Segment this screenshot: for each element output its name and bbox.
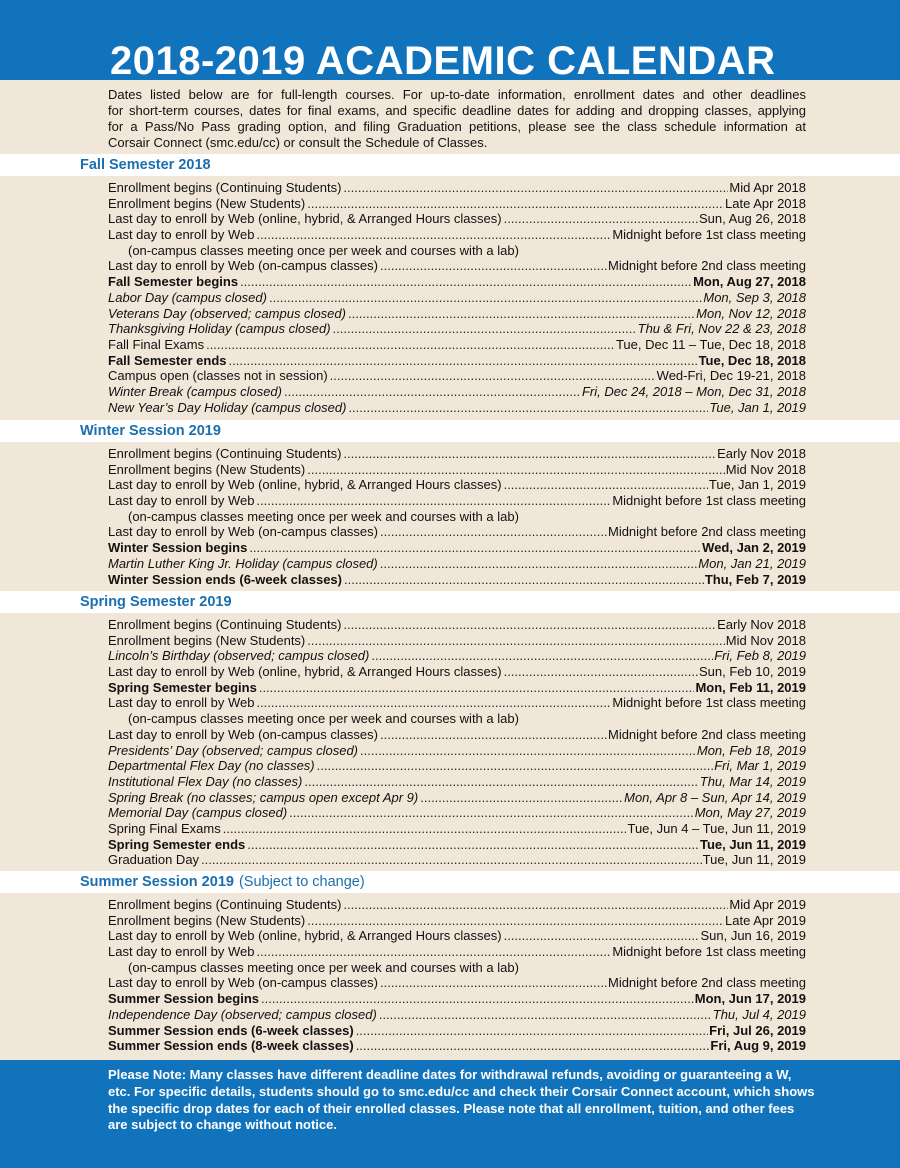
event-label: Graduation Day [108,852,200,868]
calendar-row [108,790,806,806]
event-date: Midnight before 2nd class meeting [607,258,806,274]
calendar-row [108,258,806,274]
event-label: Enrollment begins (New Students) [108,195,306,211]
calendar-row [108,1038,806,1054]
section-heading-note: (Subject to change) [238,874,365,890]
event-date: Midnight before 1st class meeting [612,944,806,960]
dot-leader [380,556,698,572]
intro-line: for short-term courses, dates for final exams, and specific deadline dates for adding and dropping classes, applying [108,103,806,118]
dot-leader [229,353,698,369]
event-label: Enrollment begins (Continuing Students) [108,897,342,912]
event-date: Wed-Fri, Dec 19-21, 2018 [656,368,806,384]
section-heading-text: Winter Session 2019 [80,423,221,439]
event-label: Enrollment begins (New Students) [108,632,306,648]
event-date: Mid Apr 2019 [729,897,806,912]
calendar-row [108,446,806,462]
event-date: Fri, Dec 24, 2018 – Mon, Dec 31, 2018 [581,383,806,399]
event-date: Sun, Aug 26, 2018 [699,211,806,227]
notice-text [108,1067,815,1134]
dot-leader [504,477,708,493]
calendar-row [108,321,806,337]
dot-leader [307,633,725,649]
event-date: Fri, Jul 26, 2019 [709,1022,806,1038]
event-date: Mon, Jun 17, 2019 [694,991,806,1007]
event-date: Tue, Dec 18, 2018 [698,352,806,368]
event-date: Thu, Jul 4, 2019 [712,1006,806,1022]
calendar-row [108,572,806,588]
event-label: Labor Day (campus closed) [108,289,267,305]
calendar-row [108,400,806,416]
event-date: Midnight before 2nd class meeting [607,524,806,540]
event-label: Lincoln’s Birthday (observed; campus closed) [108,648,370,664]
event-label: Summer Session ends (8-week classes) [108,1038,354,1054]
calendar-row [128,960,806,976]
intro-paragraph [108,87,806,151]
calendar-row [108,695,806,711]
dot-leader [348,306,695,322]
calendar-row [108,306,806,322]
calendar-row [108,477,806,493]
section-heading-text: Spring Semester 2019 [80,594,232,610]
calendar-row [108,353,806,369]
calendar-row [108,368,806,384]
event-date: Mon, Feb 18, 2019 [696,742,806,758]
event-date: Midnight before 1st class meeting [612,493,806,509]
calendar-row [108,913,806,929]
event-date: Early Nov 2018 [717,617,806,632]
dot-leader [380,258,607,274]
event-label: (on-campus classes meeting once per week and courses with a lab) [128,242,519,258]
event-date: Mid Nov 2018 [725,632,806,648]
notice-banner [0,1060,900,1168]
dot-leader [259,680,695,696]
dot-leader [333,321,637,337]
dot-leader [360,743,696,759]
event-label: Last day to enroll by Web (on-campus classes) [108,524,378,540]
dot-leader [380,524,607,540]
event-label: Institutional Flex Day (no classes) [108,773,303,789]
event-date: Midnight before 1st class meeting [612,695,806,711]
calendar-row [108,462,806,478]
calendar-row [108,680,806,696]
event-label: Last day to enroll by Web [108,695,255,711]
event-label: Fall Semester begins [108,274,239,290]
intro-line: Corsair Connect (smc.edu/cc) or consult the Schedule of Classes. [108,135,488,150]
event-label: Spring Semester begins [108,679,257,695]
event-label: Winter Break (campus closed) [108,383,282,399]
event-date: Tue, Jun 4 – Tue, Jun 11, 2019 [627,820,806,836]
dot-leader [504,664,698,680]
event-label: Thanksgiving Holiday (campus closed) [108,321,331,337]
section-heading-text: Fall Semester 2018 [80,157,211,173]
calendar-row [108,648,806,664]
calendar-section [0,591,900,868]
event-label: Summer Session ends (6-week classes) [108,1022,354,1038]
calendar-row [108,227,806,243]
dot-leader [380,975,607,991]
event-label: Last day to enroll by Web (online, hybrid, & Arranged Hours classes) [108,211,502,227]
event-label: Martin Luther King Jr. Holiday (campus closed) [108,555,378,571]
calendar-row [108,1007,806,1023]
calendar-row [108,975,806,991]
calendar-row [108,991,806,1007]
event-date: Thu, Mar 14, 2019 [699,773,806,789]
calendar-row [108,758,806,774]
dot-leader [256,944,611,960]
dot-leader [240,274,692,290]
calendar-row [108,384,806,400]
dot-leader [343,617,716,633]
calendar-row [128,509,806,525]
calendar-row [108,556,806,572]
calendar-section [0,871,900,1054]
event-date: Mon, Aug 27, 2018 [693,274,806,290]
calendar-row [108,180,806,196]
dot-leader [343,897,728,913]
event-label: Last day to enroll by Web (on-campus classes) [108,726,378,742]
event-label: Enrollment begins (New Students) [108,461,306,477]
event-label: Enrollment begins (New Students) [108,912,306,928]
event-label: Last day to enroll by Web [108,227,255,243]
event-date: Late Apr 2018 [725,195,806,211]
event-label: Departmental Flex Day (no classes) [108,758,315,774]
event-date: Fri, Mar 1, 2019 [714,758,806,774]
event-date: Midnight before 2nd class meeting [607,975,806,991]
event-label: Presidents’ Day (observed; campus closed) [108,742,359,758]
calendar-row [108,211,806,227]
intro-line: Dates listed below are for full-length courses. For up-to-date information, enrollment dates and other deadlines [108,87,806,102]
event-date: Thu, Feb 7, 2019 [704,571,806,587]
event-label: Spring Semester ends [108,836,246,852]
dot-leader [380,727,607,743]
dot-leader [223,821,627,837]
dot-leader [307,196,724,212]
dot-leader [343,446,716,462]
event-date: Sun, Feb 10, 2019 [699,664,806,680]
calendar-row [108,837,806,853]
dot-leader [247,837,699,853]
event-label: Winter Session begins [108,540,248,556]
dot-leader [348,400,708,416]
event-date: Fri, Aug 9, 2019 [710,1038,806,1054]
dot-leader [356,1023,708,1039]
dot-leader [504,928,700,944]
event-label: Last day to enroll by Web (online, hybrid, & Arranged Hours classes) [108,664,502,680]
event-label: Last day to enroll by Web [108,944,255,960]
calendar-row [108,743,806,759]
calendar-row [108,540,806,556]
event-label: Enrollment begins (Continuing Students) [108,446,342,461]
dot-leader [261,991,694,1007]
event-date: Thu & Fri, Nov 22 & 23, 2018 [637,321,806,337]
calendar-section [0,420,900,587]
dot-leader [420,790,623,806]
calendar-row [108,805,806,821]
notice-line: the specific drop dates for each of their enrolled classes. Please note that all enrollment, tuition, and other fees [108,1100,795,1116]
page-title: 2018-2019 ACADEMIC CALENDAR [110,39,776,83]
event-label: Last day to enroll by Web (on-campus classes) [108,258,378,274]
dot-leader [206,337,615,353]
section-heading [0,420,900,442]
dot-leader [307,913,724,929]
event-label: Fall Final Exams [108,336,205,352]
dot-leader [256,227,611,243]
event-date: Mid Apr 2018 [729,180,806,195]
event-label: (on-campus classes meeting once per week and courses with a lab) [128,959,519,975]
event-label: Last day to enroll by Web (online, hybrid, & Arranged Hours classes) [108,928,502,944]
calendar-row [108,633,806,649]
event-label: New Year’s Day Holiday (campus closed) [108,399,347,415]
event-date: Mon, May 27, 2019 [694,805,806,821]
calendar-row [108,852,806,868]
event-label: Spring Break (no classes; campus open except Apr 9) [108,789,419,805]
dot-leader [256,493,611,509]
notice-line: are subject to change without notice. [108,1117,337,1133]
calendar-row [108,774,806,790]
event-label: Spring Final Exams [108,820,221,836]
event-date: Tue, Jan 1, 2019 [709,399,806,415]
calendar-row [108,274,806,290]
event-date: Wed, Jan 2, 2019 [702,540,806,556]
event-date: Fri, Feb 8, 2019 [714,648,806,664]
dot-leader [256,695,611,711]
notice-line: Please Note: Many classes have different deadline dates for withdrawal refunds, avoiding or guaranteeing a W, [108,1067,792,1082]
calendar-row [108,821,806,837]
event-label: Last day to enroll by Web (online, hybrid, & Arranged Hours classes) [108,477,502,493]
dot-leader [307,462,725,478]
calendar-row [108,337,806,353]
calendar-row [108,664,806,680]
event-date: Mid Nov 2018 [725,461,806,477]
event-date: Early Nov 2018 [717,446,806,461]
event-date: Late Apr 2019 [725,912,806,928]
calendar-row [108,944,806,960]
calendar-row [108,928,806,944]
intro-line: for a Pass/No Pass grading option, and filing Graduation petitions, please see the class schedule information at [108,119,806,134]
event-date: Tue, Jan 1, 2019 [708,477,806,493]
dot-leader [317,758,714,774]
dot-leader [289,805,694,821]
event-label: Memorial Day (campus closed) [108,805,288,821]
calendar-row [108,290,806,306]
event-date: Tue, Jun 11, 2019 [700,836,806,852]
event-date: Mon, Sep 3, 2018 [703,289,806,305]
calendar-row [128,711,806,727]
dot-leader [330,368,656,384]
calendar-row [108,493,806,509]
event-label: Winter Session ends (6-week classes) [108,571,342,587]
event-date: Mon, Nov 12, 2018 [696,305,806,321]
calendar-row [108,727,806,743]
event-label: Last day to enroll by Web [108,493,255,509]
event-date: Sun, Jun 16, 2019 [700,928,806,944]
event-label: Enrollment begins (Continuing Students) [108,617,342,632]
dot-leader [379,1007,712,1023]
calendar-row [128,243,806,259]
dot-leader [343,180,728,196]
dot-leader [356,1038,710,1054]
event-label: Independence Day (observed; campus closed) [108,1006,377,1022]
notice-line: etc. For specific details, students should go to smc.edu/cc and check their Corsair Connect account, which shows [108,1083,815,1099]
dot-leader [344,572,704,588]
calendar-row [108,897,806,913]
dot-leader [269,290,702,306]
event-label: Summer Session begins [108,991,259,1007]
event-label: (on-campus classes meeting once per week and courses with a lab) [128,508,519,524]
event-label: Enrollment begins (Continuing Students) [108,180,342,195]
dot-leader [304,774,698,790]
dot-leader [249,540,701,556]
calendar-row [108,617,806,633]
event-label: Last day to enroll by Web (on-campus classes) [108,975,378,991]
calendar-row [108,1023,806,1039]
calendar-row [108,196,806,212]
dot-leader [284,384,581,400]
event-date: Mon, Apr 8 – Sun, Apr 14, 2019 [624,789,806,805]
event-date: Tue, Dec 11 – Tue, Dec 18, 2018 [615,336,806,352]
event-label: Campus open (classes not in session) [108,368,328,384]
section-heading-text: Summer Session 2019 [80,874,234,890]
section-heading [0,591,900,613]
event-date: Mon, Jan 21, 2019 [698,555,806,571]
event-label: (on-campus classes meeting once per week and courses with a lab) [128,711,519,727]
event-date: Mon, Feb 11, 2019 [695,679,806,695]
calendar-row [108,524,806,540]
section-heading [0,154,900,176]
event-date: Tue, Jun 11, 2019 [702,852,806,868]
dot-leader [371,648,713,664]
event-date: Midnight before 2nd class meeting [607,726,806,742]
event-label: Fall Semester ends [108,352,227,368]
section-heading [0,871,900,893]
dot-leader [504,211,698,227]
dot-leader [201,852,702,868]
event-date: Midnight before 1st class meeting [612,227,806,243]
calendar-section [0,154,900,415]
event-label: Veterans Day (observed; campus closed) [108,305,346,321]
